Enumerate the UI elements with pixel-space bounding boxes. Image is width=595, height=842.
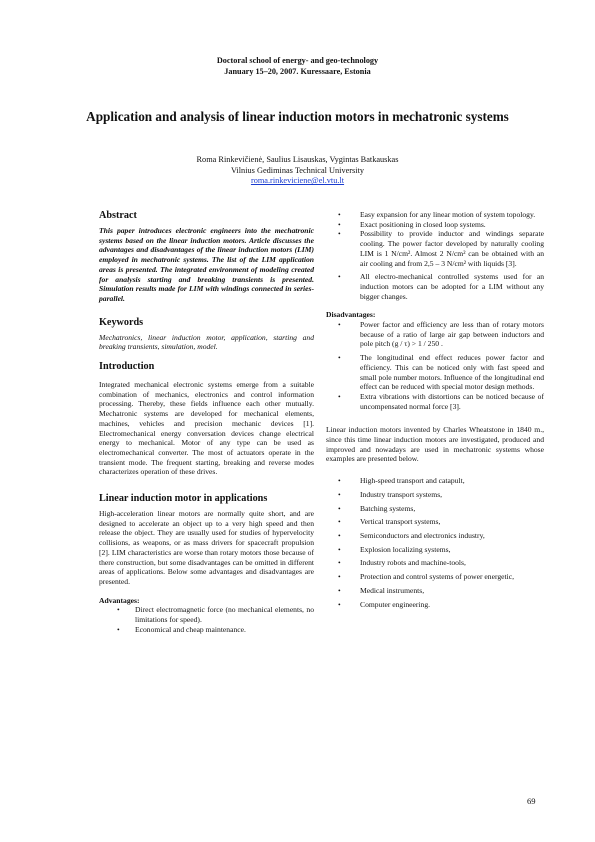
applications-heading: Linear induction motor in applications bbox=[99, 493, 268, 505]
list-item: • Exact positioning in closed loop systems. bbox=[338, 219, 486, 229]
abstract-text: This paper introduces electronic engineers into the mechatronic systems based on the linear induction motors. Article discusses the advantages and disadvantages of the linear induction motors (LIM) employed in mechatronic systems. The list of the LIM application areas is presented. The integrated environment of modeling created for analysis starting and breaking transients is presented. Simulation results made for LIM with windings connected in series-parallel. bbox=[99, 226, 314, 303]
list-item: • The longitudinal end effect reduces power factor and efficiency. This can be noticed only with fast speed and small pole number motors. Influence of the longitudinal end effect can be reduced with special motor design methods. bbox=[338, 353, 544, 392]
author-affiliation: Vilnius Gediminas Technical University bbox=[230, 165, 365, 175]
abstract-heading: Abstract bbox=[99, 210, 137, 221]
list-item: • Power factor and efficiency are less than of rotary motors because of a ratio of large air gap between inductors and pole pitch (g / τ) > 1 / 250 . bbox=[338, 320, 544, 349]
disadvantages-label: Disadvantages: bbox=[326, 310, 376, 320]
list-item: • Medical instruments, bbox=[338, 585, 425, 595]
advantages-label: Advantages: bbox=[99, 595, 140, 605]
author-names: Roma Rinkevičienė, Saulius Lisauskas, Vygintas Batkauskas bbox=[196, 155, 399, 164]
list-item: • Computer engineering. bbox=[338, 599, 431, 609]
list-item: • Semiconductors and electronics industry, bbox=[338, 530, 485, 540]
advantages-list-part1 bbox=[99, 605, 314, 634]
disadvantages-list bbox=[326, 320, 544, 411]
advantages-list-part2 bbox=[326, 210, 544, 301]
keywords-text: Mechatronics, linear induction motor, application, starting and breaking transients, simulation, model. bbox=[99, 332, 314, 352]
right-column bbox=[326, 210, 544, 609]
keywords-heading: Keywords bbox=[99, 316, 144, 328]
list-item: • Economical and cheap maintenance. bbox=[117, 624, 246, 634]
applications-text: High-acceleration linear motors are normally quite short, and are designed to accelerate an object up to a very high speed and then release the object. They are usually used for studies of hypervelocity collisions, as weapons, or as mass drivers for spacecraft propulsion [2]. LIM characteristics are worse than rotary motors those because of there construction, but some disadvantages can be omitted in different areas of applications. Below some advantages and disadvantages are presented. bbox=[99, 509, 314, 586]
list-item: • Easy expansion for any linear motion of system topology. bbox=[338, 210, 536, 219]
introduction-heading: Introduction bbox=[99, 361, 155, 373]
history-text: Linear induction motors invented by Charles Wheatstone in 1840 m., since this time linear induction motors are investigated, produced and improved and nowadays are used in mechatronic systems whose examples are presented below. bbox=[326, 425, 544, 464]
left-column bbox=[99, 210, 314, 635]
conference-header bbox=[0, 56, 595, 77]
examples-list bbox=[326, 476, 544, 609]
introduction-text: Integrated mechanical electronic systems emerge from a suitable combination of mechanics, electronics and control information processing. Thereby, these fields influence each other mutually. Mechatronic systems are developed for mechanical elements, machines, vehicles and precision mechanic devices [1]. Electromechanical energy conversation devices change electrical energy to mechanical. Motor of any type can be used as electromechanical converter. The most of actuators operate in the transient mode. The frequent starting, breaking and reverse modes characterizes operation of these drives. bbox=[99, 380, 314, 477]
list-item: • High-speed transport and catapult, bbox=[338, 476, 465, 486]
list-item: • Industry transport systems, bbox=[338, 489, 443, 499]
list-item: • Protection and control systems of power energetic, bbox=[338, 572, 515, 582]
list-item: • Explosion localizing systems, bbox=[338, 544, 451, 554]
page-number: 69 bbox=[527, 796, 536, 806]
list-item: • Possibility to provide inductor and windings separate cooling. The power factor developed by naturally cooling LIM is 1 N/cm². Almost 2 N/cm² can be obtained with an air cooling and from 2,5 – 3 N/cm² with liquids [3]. bbox=[338, 229, 544, 268]
paper-title: Application and analysis of linear induction motors in mechatronic systems bbox=[86, 109, 509, 124]
conference-name: Doctoral school of energy- and geo-technology bbox=[216, 56, 379, 65]
list-item: • Extra vibrations with distortions can be noticed because of uncompensated normal force [3]. bbox=[338, 391, 544, 411]
list-item: • Batching systems, bbox=[338, 503, 416, 513]
author-block bbox=[0, 155, 595, 187]
list-item: • Direct electromagnetic force (no mechanical elements, no limitations for speed). bbox=[117, 605, 314, 625]
list-item: • Vertical transport systems, bbox=[338, 517, 441, 527]
conference-dates: January 15–20, 2007. Kuressaare, Estonia bbox=[224, 66, 371, 76]
author-email-link[interactable]: roma.rinkeviciene@el.vtu.lt bbox=[250, 176, 345, 186]
list-item: • Industry robots and machine-tools, bbox=[338, 558, 466, 568]
list-item: • All electro-mechanical controlled systems used for an induction motors can be adopted for a LIM without any bigger changes. bbox=[338, 272, 544, 301]
